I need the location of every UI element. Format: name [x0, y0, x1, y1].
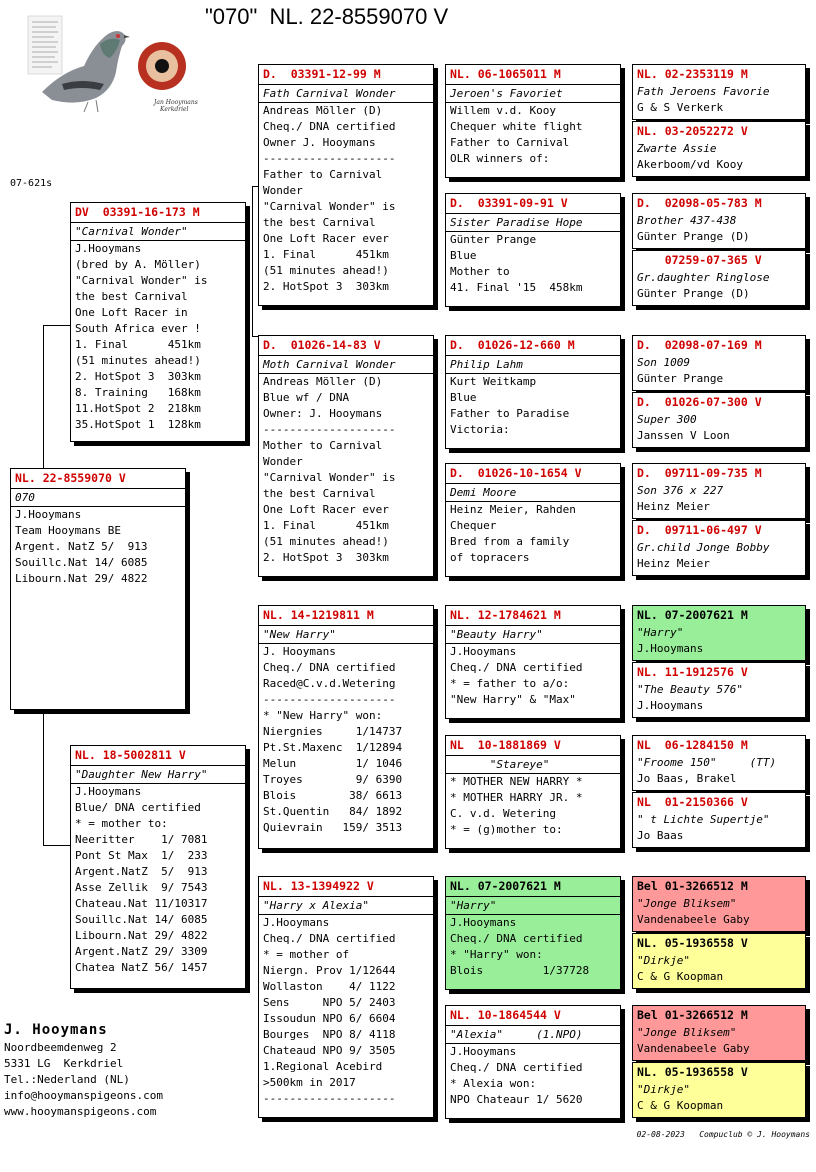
info-line: J.Hooymans	[75, 785, 142, 798]
info-line: Chateau.Nat 11/10317	[75, 897, 208, 910]
pigeon-name: "The Beauty 576"	[637, 683, 743, 696]
info-line: Bourges NPO 8/ 4118	[263, 1028, 396, 1041]
info-line: Melun 1/ 1046	[263, 757, 403, 770]
pigeon-name: Son 376 x 227	[637, 484, 724, 497]
svg-text:Kerkdriel: Kerkdriel	[160, 106, 189, 113]
info-line: Cheq./ DNA certified	[263, 932, 396, 945]
info-line: Willem v.d. Kooy	[450, 104, 556, 117]
info-line: * = mother to:	[75, 817, 168, 830]
ring-number: NL. 07-2007621 M	[446, 877, 620, 897]
ring-number: 07259-07-365 V	[637, 253, 762, 267]
dam-sire-box	[258, 605, 434, 849]
pigeon-name: "Harry"	[446, 897, 620, 915]
info-line: J.Hooymans	[450, 916, 517, 929]
info-line: * "New Harry" won:	[263, 709, 383, 722]
ggp-box	[632, 64, 806, 120]
pigeon-name: Sister Paradise Hope	[446, 214, 620, 232]
info-line: NPO Chateaur 1/ 5620	[450, 1093, 583, 1106]
ring-number: NL. 12-1784621 M	[446, 606, 620, 626]
breeder: Günter Prange	[637, 372, 724, 385]
info-line: 35.HotSpot 1 128km	[75, 418, 201, 431]
sire-dam-box	[258, 335, 434, 577]
info-line: Owner J. Hooymans	[263, 136, 376, 149]
connector	[43, 710, 44, 845]
info-line: 1. Final 451km	[263, 519, 389, 532]
info-line: One Loft Racer ever	[263, 232, 389, 245]
footer-credit: 02-08-2023 Compuclub © J. Hooymans	[636, 1130, 810, 1139]
pigeon-name: "Carnival Wonder"	[71, 223, 245, 241]
sdd-box	[445, 463, 621, 577]
info-line: Argent.NatZ 29/ 3309	[75, 945, 208, 958]
postal-line: 5331 LG Kerkdriel	[4, 1057, 124, 1070]
info-line: 1. Final 451km	[263, 248, 389, 261]
info-line: * MOTHER NEW HARRY *	[450, 775, 583, 788]
info-line: "Carnival Wonder" is	[75, 274, 208, 287]
ggp-box	[632, 1005, 806, 1061]
pigeon-name: "Jonge Bliksem"	[637, 1026, 737, 1039]
breeder: Günter Prange (D)	[637, 287, 750, 300]
info-line: Souillc.Nat 14/ 6085	[15, 556, 148, 569]
pigeon-name: Son 1009	[637, 356, 690, 369]
breeder: Vandenabeele Gaby	[637, 913, 750, 926]
ggp-box	[632, 662, 806, 718]
ring-number: D. 01026-14-83 V	[259, 336, 433, 356]
info-line: Blue wf / DNA	[263, 391, 350, 404]
ggp-box	[632, 392, 806, 448]
ggp-box	[632, 1062, 806, 1118]
info-line: Wonder	[263, 184, 303, 197]
pigeon-name: "Beauty Harry"	[446, 626, 620, 644]
dam-box	[70, 745, 246, 989]
info-line: "New Harry" & "Max"	[450, 693, 576, 706]
breeder: J.Hooymans	[637, 642, 704, 655]
info-line: Father to Paradise	[450, 407, 570, 420]
info-line: 2. HotSpot 3 303km	[263, 551, 389, 564]
info-line: Bred from a family	[450, 535, 570, 548]
breeder: Akerboom/vd Kooy	[637, 158, 743, 171]
info-line: Andreas Möller (D)	[263, 375, 383, 388]
info-line: Blue	[450, 249, 477, 262]
info-line: Cheq./ DNA certified	[263, 120, 396, 133]
ring-number: NL. 18-5002811 V	[71, 746, 245, 766]
info-line: Quievrain 159/ 3513	[263, 821, 403, 834]
pigeon-name: "Daughter New Harry"	[71, 766, 245, 784]
info-line: Argent. NatZ 5/ 913	[15, 540, 148, 553]
ring-number: NL. 07-2007621 M	[637, 608, 748, 622]
info-line: Chequer	[450, 519, 497, 532]
ggp-box	[632, 876, 806, 932]
ring-number: NL. 03-2052272 V	[637, 124, 748, 138]
pigeon-name: " t Lichte Supertje"	[637, 813, 770, 826]
ring-number: NL. 02-2353119 M	[637, 67, 748, 81]
pigeon-name: "Harry x Alexia"	[259, 897, 433, 915]
info-line: Neeritter 1/ 7081	[75, 833, 208, 846]
info-line: Chatea NatZ 56/ 1457	[75, 961, 208, 974]
email-link[interactable]: info@hooymanspigeons.com	[4, 1089, 163, 1102]
info-line: Argent.NatZ 5/ 913	[75, 865, 208, 878]
breeder: Heinz Meier	[637, 557, 710, 570]
ring-number: D. 02098-07-169 M	[637, 338, 762, 352]
info-line: Cheq./ DNA certified	[450, 932, 583, 945]
info-line: C. v.d. Wetering	[450, 807, 556, 820]
info-line: * = father to a/o:	[450, 677, 570, 690]
connector	[43, 845, 70, 846]
ddd-box	[445, 1005, 621, 1119]
pigeon-name: "Dirkje"	[637, 954, 690, 967]
sire-box	[70, 202, 246, 442]
info-line: Blois 1/37728	[450, 964, 590, 977]
info-line: Wollaston 4/ 1122	[263, 980, 396, 993]
breeder: C & G Koopman	[637, 1099, 724, 1112]
ring-number: NL. 13-1394922 V	[259, 877, 433, 897]
info-line: "Carnival Wonder" is	[263, 200, 396, 213]
info-line: South Africa ever !	[75, 322, 201, 335]
ring-number: D. 03391-12-99 M	[259, 65, 433, 85]
sss-box	[445, 64, 621, 178]
pigeon-name: Demi Moore	[446, 484, 620, 502]
ggp-box	[632, 792, 806, 848]
info-line: Father to Carnival	[263, 168, 383, 181]
info-line: of topracers	[450, 551, 530, 564]
pigeon-name: Philip Lahm	[446, 356, 620, 374]
ggp-box	[632, 735, 806, 791]
ssd-box	[445, 193, 621, 307]
ring-number: NL 01-2150366 V	[637, 795, 748, 809]
info-line: 1. Final 451km	[75, 338, 201, 351]
ring-number: Bel 01-3266512 M	[637, 879, 748, 893]
info-line: * = mother of	[263, 948, 350, 961]
info-line: Pt.St.Maxenc 1/12894	[263, 741, 403, 754]
dds-box	[445, 876, 621, 990]
info-line: Andreas Möller (D)	[263, 104, 383, 117]
address-line: Noordbeemdenweg 2	[4, 1041, 117, 1054]
pigeon-name: Moth Carnival Wonder	[259, 356, 433, 374]
pigeon-name: "Harry"	[637, 626, 684, 639]
info-line: 2. HotSpot 3 303km	[75, 370, 201, 383]
info-line: Blue	[450, 391, 477, 404]
pigeon-name: 070	[11, 489, 185, 507]
info-line: the best Carnival	[75, 290, 188, 303]
website-link[interactable]: www.hooymanspigeons.com	[4, 1105, 157, 1118]
pigeon-name: "Dirkje"	[637, 1083, 690, 1096]
pigeon-name: Zwarte Assie	[637, 142, 717, 155]
info-line: "Carnival Wonder" is	[263, 471, 396, 484]
info-line: (51 minutes ahead!)	[75, 354, 201, 367]
info-line: --------------------	[263, 1092, 396, 1105]
pigeon-name: "Froome 150" (TT)	[637, 756, 777, 769]
info-line: --------------------	[263, 693, 396, 706]
info-line: Souillc.Nat 14/ 6085	[75, 913, 208, 926]
dam-dam-box	[258, 876, 434, 1118]
dss-box	[445, 605, 621, 719]
info-line: St.Quentin 84/ 1892	[263, 805, 403, 818]
sds-box	[445, 335, 621, 449]
ring-number: D. 01026-07-300 V	[637, 395, 762, 409]
pigeon-name: Gr.child Jonge Bobby	[637, 541, 770, 554]
svg-text:Jan Hooymans: Jan Hooymans	[154, 99, 198, 106]
breeder: Jo Baas, Brakel	[637, 772, 737, 785]
owner-contact	[4, 1020, 163, 1120]
ring-number: NL. 11-1912576 V	[637, 665, 748, 679]
info-line: Blois 38/ 6613	[263, 789, 403, 802]
pigeon-name: Super 300	[637, 413, 697, 426]
info-line: Team Hooymans BE	[15, 524, 121, 537]
info-line: the best Carnival	[263, 216, 376, 229]
info-line: Troyes 9/ 6390	[263, 773, 403, 786]
info-line: the best Carnival	[263, 487, 376, 500]
info-line: * Alexia won:	[450, 1077, 537, 1090]
info-line: 11.HotSpot 2 218km	[75, 402, 201, 415]
pigeon-name: Brother 437-438	[637, 214, 737, 227]
subject-box	[10, 468, 186, 710]
info-line: --------------------	[263, 423, 396, 436]
info-line: Cheq./ DNA certified	[263, 661, 396, 674]
connector	[43, 325, 44, 468]
info-line: Raced@C.v.d.Wetering	[263, 677, 396, 690]
breeder: G & S Verkerk	[637, 101, 724, 114]
info-line: J. Hooymans	[263, 645, 336, 658]
info-line: Asse Zellik 9/ 7543	[75, 881, 208, 894]
ring-number: NL. 05-1936558 V	[637, 936, 748, 950]
info-line: Libourn.Nat 29/ 4822	[75, 929, 208, 942]
ring-number: D. 01026-12-660 M	[446, 336, 620, 356]
info-line: Heinz Meier, Rahden	[450, 503, 576, 516]
info-line: Mother to Carnival	[263, 439, 383, 452]
breeder: Janssen V Loon	[637, 429, 730, 442]
breeder: Heinz Meier	[637, 500, 710, 513]
page-title: "070" NL. 22-8559070 V	[205, 4, 449, 29]
info-line: Chequer white flight	[450, 120, 583, 133]
ring-number: NL. 06-1065011 M	[446, 65, 620, 85]
ring-number: D. 03391-09-91 V	[446, 194, 620, 214]
info-line: >500km in 2017	[263, 1076, 356, 1089]
info-line: Kurt Weitkamp	[450, 375, 537, 388]
ring-number: NL. 14-1219811 M	[259, 606, 433, 626]
ring-number: DV 03391-16-173 M	[71, 203, 245, 223]
info-line: * "Harry" won:	[450, 948, 543, 961]
ggp-box	[632, 193, 806, 249]
pigeon-name: "Alexia" (1.NPO)	[446, 1026, 620, 1044]
info-line: One Loft Racer in	[75, 306, 188, 319]
pigeon-name: "Jonge Bliksem"	[637, 897, 737, 910]
pigeon-name: Gr.daughter Ringlose	[637, 271, 770, 284]
info-line: Cheq./ DNA certified	[450, 1061, 583, 1074]
ring-number: NL 10-1881869 V	[446, 736, 620, 756]
info-line: J.Hooymans	[450, 1045, 517, 1058]
ggp-box	[632, 933, 806, 989]
ring-number: Bel 01-3266512 M	[637, 1008, 748, 1022]
ggp-box	[632, 335, 806, 391]
info-line: Sens NPO 5/ 2403	[263, 996, 396, 1009]
info-line: 1.Regional Acebird	[263, 1060, 383, 1073]
info-line: Cheq./ DNA certified	[450, 661, 583, 674]
ring-number: NL. 22-8559070 V	[11, 469, 185, 489]
pigeon-name: "New Harry"	[259, 626, 433, 644]
info-line: * MOTHER HARRY JR. *	[450, 791, 583, 804]
pigeon-logo	[22, 14, 202, 114]
ggp-box	[632, 250, 806, 306]
ring-number: D. 09711-09-735 M	[637, 466, 762, 480]
ggp-box	[632, 520, 806, 576]
breeder: Vandenabeele Gaby	[637, 1042, 750, 1055]
ring-number: D. 09711-06-497 V	[637, 523, 762, 537]
info-line: Günter Prange	[450, 233, 537, 246]
ggp-box	[632, 463, 806, 519]
ring-number: NL 06-1284150 M	[637, 738, 748, 752]
ring-number: NL. 05-1936558 V	[637, 1065, 748, 1079]
ggp-box	[632, 121, 806, 177]
info-line: J.Hooymans	[450, 645, 517, 658]
breeder: J.Hooymans	[637, 699, 704, 712]
info-line: (51 minutes ahead!)	[263, 264, 389, 277]
info-line: Blue/ DNA certified	[75, 801, 201, 814]
ring-number: NL. 10-1864544 V	[446, 1006, 620, 1026]
phone-line: Tel.:Nederland (NL)	[4, 1073, 130, 1086]
ggp-box	[632, 605, 806, 661]
info-line: * = (g)mother to:	[450, 823, 563, 836]
pigeon-name: "Stareye"	[446, 756, 620, 774]
info-line: J.Hooymans	[75, 242, 142, 255]
info-line: OLR winners of:	[450, 152, 550, 165]
info-line: Niergn. Prov 1/12644	[263, 964, 396, 977]
sire-sire-box	[258, 64, 434, 306]
pigeon-name: Jeroen's Favoriet	[446, 85, 620, 103]
info-line: One Loft Racer ever	[263, 503, 389, 516]
ring-number: D. 01026-10-1654 V	[446, 464, 620, 484]
info-line: 41. Final '15 458km	[450, 281, 583, 294]
pigeon-name: Fath Jeroens Favorie	[637, 85, 770, 98]
info-line: Libourn.Nat 29/ 4822	[15, 572, 148, 585]
info-line: --------------------	[263, 152, 396, 165]
breeder: Günter Prange (D)	[637, 230, 750, 243]
connector	[43, 325, 70, 326]
info-line: Issoudun NPO 6/ 6604	[263, 1012, 396, 1025]
owner-name: J. Hooymans	[4, 1022, 108, 1038]
info-line: (bred by A. Möller)	[75, 258, 201, 271]
info-line: 2. HotSpot 3 303km	[263, 280, 389, 293]
dsd-box	[445, 735, 621, 849]
info-line: Victoria:	[450, 423, 510, 436]
info-line: 8. Training 168km	[75, 386, 201, 399]
info-line: (51 minutes ahead!)	[263, 535, 389, 548]
info-line: J.Hooymans	[15, 508, 82, 521]
info-line: Mother to	[450, 265, 510, 278]
breeder: C & G Koopman	[637, 970, 724, 983]
pigeon-name: Fath Carnival Wonder	[259, 85, 433, 103]
connector	[252, 186, 253, 336]
info-line: Owner: J. Hooymans	[263, 407, 383, 420]
info-line: Wonder	[263, 455, 303, 468]
info-line: J.Hooymans	[263, 916, 330, 929]
info-line: Chateaud NPO 9/ 3505	[263, 1044, 396, 1057]
info-line: Niergnies 1/14737	[263, 725, 403, 738]
info-line: Father to Carnival	[450, 136, 570, 149]
info-line: Pont St Max 1/ 233	[75, 849, 208, 862]
breeder: Jo Baas	[637, 829, 684, 842]
ring-number: D. 02098-05-783 M	[637, 196, 762, 210]
reference-code: 07-621s	[10, 178, 53, 189]
